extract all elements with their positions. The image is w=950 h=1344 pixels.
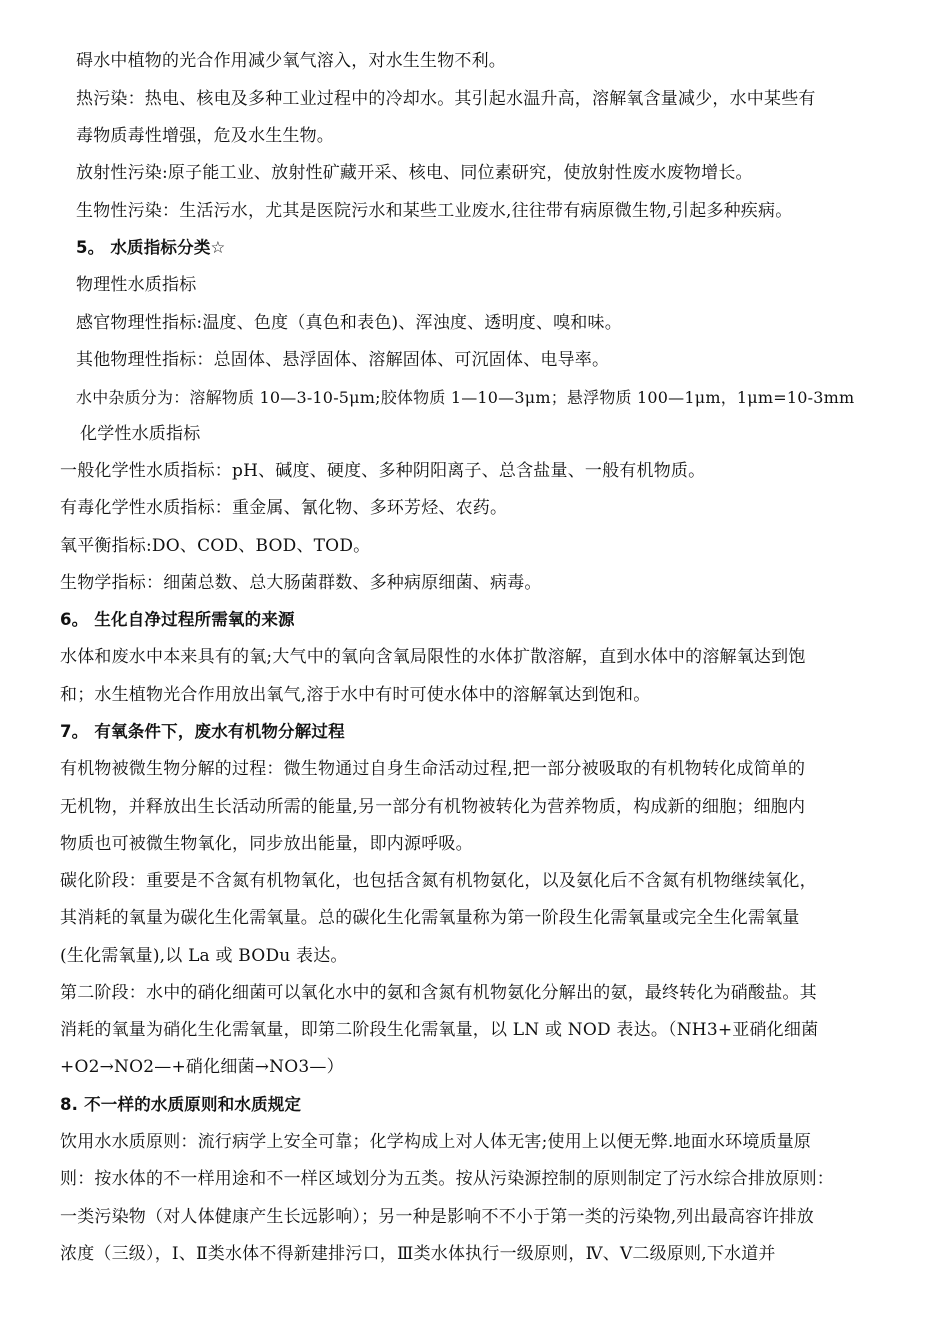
text-line: 水中杂质分为：溶解物质 10—3-10-5μm;胶体物质 1—10—3μm；悬浮物质 100—1μm，1μm=10-3mm <box>76 388 855 407</box>
text-line: 无机物，并释放出生长活动所需的能量,另一部分有机物被转化为营养物质，构成新的细胞；细胞内 <box>60 797 806 817</box>
text-line: 则：按水体的不一样用途和不一样区域划分为五类。按从污染源控制的原则制定了污水综合排放原则： <box>60 1169 834 1189</box>
text-line: 其消耗的氧量为碳化生化需氧量。总的碳化生化需氧量称为第一阶段生化需氧量或完全生化需氧量 <box>60 908 800 928</box>
subheading: 物理性水质指标 <box>76 275 197 295</box>
section-heading: 5。 水质指标分类☆ <box>76 238 226 257</box>
section-heading: 8. 不一样的水质原则和水质规定 <box>60 1095 302 1114</box>
text-line: 其他物理性指标：总固体、悬浮固体、溶解固体、可沉固体、电导率。 <box>76 350 610 370</box>
text-line: 生物性污染：生活污水，尤其是医院污水和某些工业废水,往往带有病原微生物,引起多种疾病。 <box>76 201 793 221</box>
text-line: 有毒化学性水质指标：重金属、氰化物、多环芳烃、农药。 <box>60 498 508 518</box>
text-line: 热污染：热电、核电及多种工业过程中的冷却水。其引起水温升高，溶解氧含量减少，水中某些有 <box>76 89 816 109</box>
text-line: 碳化阶段：重要是不含氮有机物氧化，也包括含氮有机物氨化，以及氨化后不含氮有机物继续氧化， <box>60 871 817 891</box>
subheading: 化学性水质指标 <box>80 424 201 444</box>
text-line: 浓度（三级），Ⅰ、Ⅱ类水体不得新建排污口，Ⅲ类水体执行一级原则，Ⅳ、Ⅴ二级原则,下水道并 <box>60 1244 776 1264</box>
text-line: (生化需氧量),以 La 或 BODu 表达。 <box>60 946 348 966</box>
text-line: 生物学指标：细菌总数、总大肠菌群数、多种病原细菌、病毒。 <box>60 573 542 593</box>
text-line: 放射性污染:原子能工业、放射性矿藏开采、核电、同位素研究，使放射性废水废物增长。 <box>76 163 753 183</box>
text-line: 一般化学性水质指标：pH、碱度、硬度、多种阴阳离子、总含盐量、一般有机物质。 <box>60 461 706 481</box>
text-line: 氧平衡指标:DO、COD、BOD、TOD。 <box>60 536 371 556</box>
text-line: 第二阶段：水中的硝化细菌可以氧化水中的氨和含氮有机物氨化分解出的氨，最终转化为硝酸盐。其 <box>60 983 817 1003</box>
text-line: 饮用水水质原则：流行病学上安全可靠；化学构成上对人体无害;使用上以便无弊.地面水环境质量原 <box>60 1132 812 1152</box>
text-line: 物质也可被微生物氧化，同步放出能量，即内源呼吸。 <box>60 834 473 854</box>
section-heading: 6。 生化自净过程所需氧的来源 <box>60 610 295 629</box>
text-line: 一类污染物（对人体健康产生长远影响）；另一种是影响不不小于第一类的污染物,列出最高容许排放 <box>60 1207 814 1227</box>
text-line: 有机物被微生物分解的过程：微生物通过自身生命活动过程,把一部分被吸取的有机物转化成简单的 <box>60 759 806 779</box>
section-heading: 7。 有氧条件下，废水有机物分解过程 <box>60 722 345 741</box>
text-line: 毒物质毒性增强，危及水生生物。 <box>76 126 334 146</box>
text-line: +O2→NO2—+硝化细菌→NO3—） <box>60 1057 344 1077</box>
text-line: 感官物理性指标:温度、色度（真色和表色)、浑浊度、透明度、嗅和味。 <box>76 313 622 333</box>
text-line: 水体和废水中本来具有的氧;大气中的氧向含氧局限性的水体扩散溶解，直到水体中的溶解氧达到饱 <box>60 647 806 667</box>
text-line: 碍水中植物的光合作用减少氧气溶入，对水生生物不利。 <box>76 51 506 71</box>
text-line: 消耗的氧量为硝化生化需氧量，即第二阶段生化需氧量，以 LN 或 NOD 表达。（NH3+亚硝化细菌 <box>60 1020 819 1040</box>
text-line: 和；水生植物光合作用放出氧气,溶于水中有时可使水体中的溶解氧达到饱和。 <box>60 685 651 705</box>
